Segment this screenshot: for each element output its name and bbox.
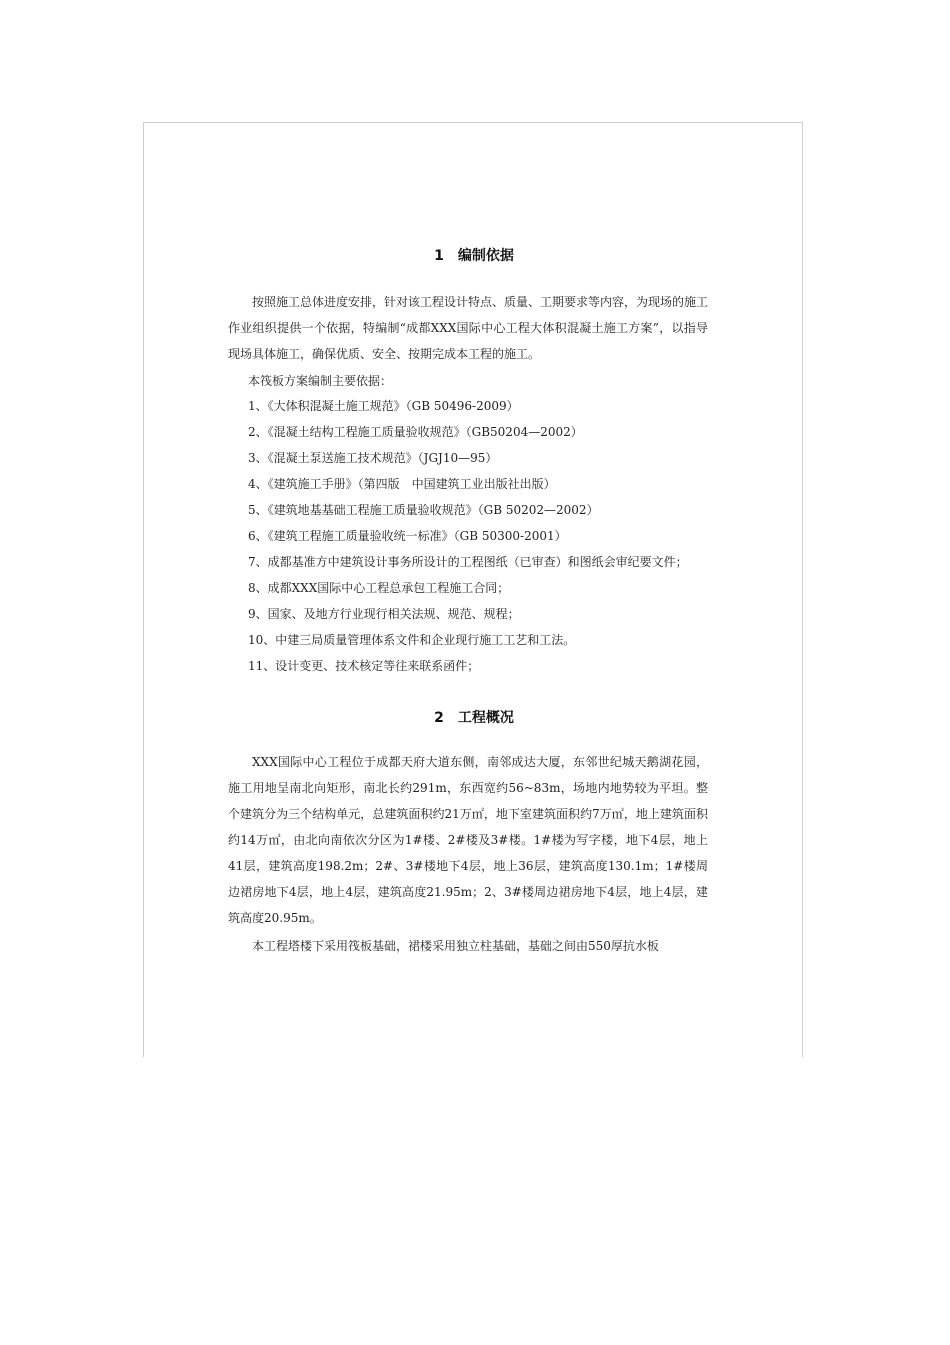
- basis-item: 2、《混凝土结构工程施工质量验收规范》（GB50204—2002）: [248, 425, 583, 439]
- basis-item: 5、《建筑地基基础工程施工质量验收规范》（GB 50202—2002）: [248, 503, 599, 517]
- basis-item: 8、成都XXX国际中心工程总承包工程施工合同；: [248, 581, 510, 595]
- section-2-number: 2: [434, 710, 444, 726]
- section-1-number: 1: [434, 248, 444, 264]
- basis-item: 7、成都基准方中建筑设计事务所设计的工程图纸（已审查）和图纸会审纪要文件；: [248, 555, 688, 569]
- basis-item: 10、中建三局质量管理体系文件和企业现行施工工艺和工法。: [248, 633, 576, 647]
- section-2-overview: XXX国际中心工程位于成都天府大道东侧，南邻成达大厦，东邻世纪城天鹅湖花园，施工用地呈南北向矩形，南北长约291m，东西宽约56~83m，场地内地势较为平坦。整个建筑分为三个结构单元，总建筑面积约21万㎡，地下室建筑面积约7万㎡，地上建筑面积约14万㎡，由北向南依次分区为1#楼、2#楼及3#楼。1#楼为写字楼，地下4层，地上41层，建筑高度198.2m；2#、3#楼地下4层，地上36层，建筑高度130.1m；1#楼周边裙房地下4层，地上4层，建筑高度21.95m；2、3#楼周边裙房地下4层，地上4层，建筑高度20.95m。: [228, 755, 708, 925]
- basis-item: 11、设计变更、技术核定等往来联系函件；: [248, 659, 480, 673]
- document-page: [143, 122, 803, 1057]
- section-1-intro: 按照施工总体进度安排，针对该工程设计特点、质量、工期要求等内容，为现场的施工作业组织提供一个依据，特编制“成都XXX国际中心工程大体积混凝土施工方案”，以指导现场具体施工，确保优质、安全、按期完成本工程的施工。: [228, 295, 709, 361]
- basis-item: 6、《建筑工程施工质量验收统一标准》（GB 50300-2001）: [248, 529, 567, 543]
- basis-item: 3、《混凝土泵送施工技术规范》（JGJ10—95）: [248, 451, 498, 465]
- section-2-title: 工程概况: [457, 710, 514, 726]
- section-1-heading: [144, 245, 804, 265]
- basis-item: 1、《大体积混凝土施工规范》（GB 50496-2009）: [248, 399, 519, 413]
- basis-lead: 本筏板方案编制主要依据：: [248, 374, 393, 388]
- section-2-heading: [144, 707, 804, 727]
- basis-item: 9、国家、及地方行业现行相关法规、规范、规程；: [248, 607, 520, 621]
- basis-item: 4、《建筑施工手册》（第四版 中国建筑工业出版社出版）: [248, 477, 556, 491]
- section-1-title: 编制依据: [457, 248, 514, 264]
- section-2-foundation: 本工程塔楼下采用筏板基础，裙楼采用独立柱基础，基础之间由550厚抗水板: [252, 939, 659, 953]
